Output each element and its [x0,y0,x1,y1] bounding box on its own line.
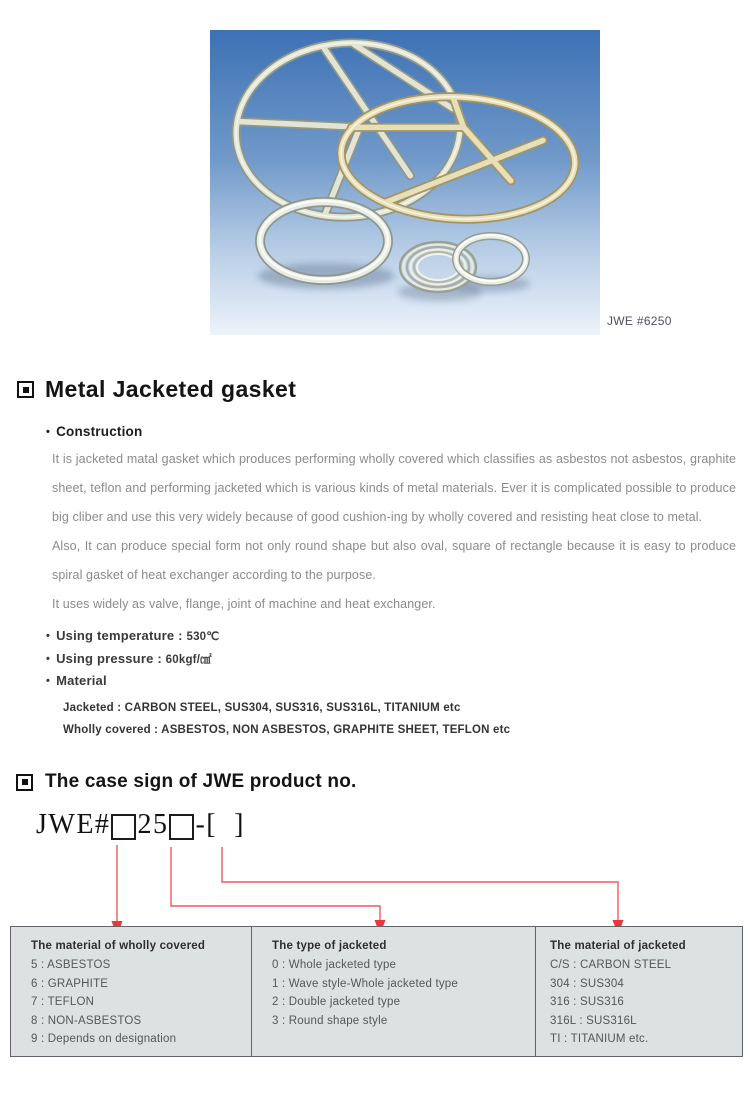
code-box-jacket-type [169,814,194,840]
legend-item: TI : TITANIUM etc. [550,1033,649,1045]
legend-item: 8 : NON-ASBESTOS [31,1014,142,1027]
legend-item: 0 : Whole jacketed type [272,959,397,971]
legend-col-title: The type of jacketed [272,940,387,952]
spec-using-pressure: • Using pressure : 60kgf/㎠ [46,651,219,674]
legend-item: 2 : Double jacketed type [272,996,401,1008]
section2-heading [16,771,357,793]
legend-item: 3 : Round shape style [272,1014,388,1027]
material-jacketed: Jacketed : CARBON STEEL, SUS304, SUS316, SUS316L, TITANIUM etc [63,702,461,714]
code-box-wholly-covered [111,814,136,840]
legend-item: 316L : SUS316L [550,1014,637,1027]
construction-label: • Construction [46,424,142,439]
gasket-photo-illustration [210,30,600,335]
code-suffix: -[ ] [195,809,245,840]
section1-title: Metal Jacketed gasket [45,376,297,402]
code-prefix: JWE# [36,809,111,840]
code-mid: 25 [137,809,169,840]
photo-caption: JWE #6250 [607,314,672,328]
legend-col-title: The material of jacketed [550,940,686,952]
square-bullet-icon [16,774,33,791]
spec-using-temperature: • Using temperature : 530℃ [46,628,219,651]
legend-item: C/S : CARBON STEEL [550,959,672,971]
legend-item: 316 : SUS316 [550,996,625,1008]
product-code [36,809,245,841]
legend-col-jacket-material [535,927,742,1056]
legend-col-jacket-type [251,927,535,1056]
paragraph: It uses widely as valve, flange, joint of machine and heat exchanger. [52,597,436,611]
legend-table [10,926,743,1057]
legend-item: 7 : TEFLON [31,996,95,1008]
construction-paragraphs [52,445,736,619]
paragraph: Also, It can produce special form not only round shape but also oval, square of rectangle because it is easy to produce spiral gasket of heat exchanger according to the purpose. [52,539,736,582]
legend-item: 1 : Wave style-Whole jacketed type [272,977,458,990]
material-detail-list [63,697,510,741]
paragraph: It is jacketed matal gasket which produces performing wholly covered which classifies as asbestos not asbestos, graphite sheet, teflon and performing jacketed which is various kinds of metal materials. Ever it is complicated possible to produce big cliber and use this very widely because of good cushion-ing by wholly covered and resisting heat close to metal. [52,452,736,524]
product-photo [210,30,600,335]
section1-heading [17,376,296,403]
square-bullet-icon [17,381,34,398]
spec-material: • Material [46,673,219,696]
legend-item: 6 : GRAPHITE [31,977,109,990]
arrow-line-3 [222,847,618,921]
legend-col-title: The material of wholly covered [31,940,206,952]
spec-list [46,628,219,696]
section2-title: The case sign of JWE product no. [45,771,357,792]
pointer-arrows [0,843,750,939]
legend-item: 9 : Depends on designation [31,1033,177,1045]
legend-item: 304 : SUS304 [550,977,625,990]
material-wholly-covered: Wholly covered : ASBESTOS, NON ASBESTOS, GRAPHITE SHEET, TEFLON etc [63,724,511,736]
arrow-line-2 [171,847,380,921]
legend-item: 5 : ASBESTOS [31,959,111,971]
legend-col-wholly-covered [11,927,251,1056]
